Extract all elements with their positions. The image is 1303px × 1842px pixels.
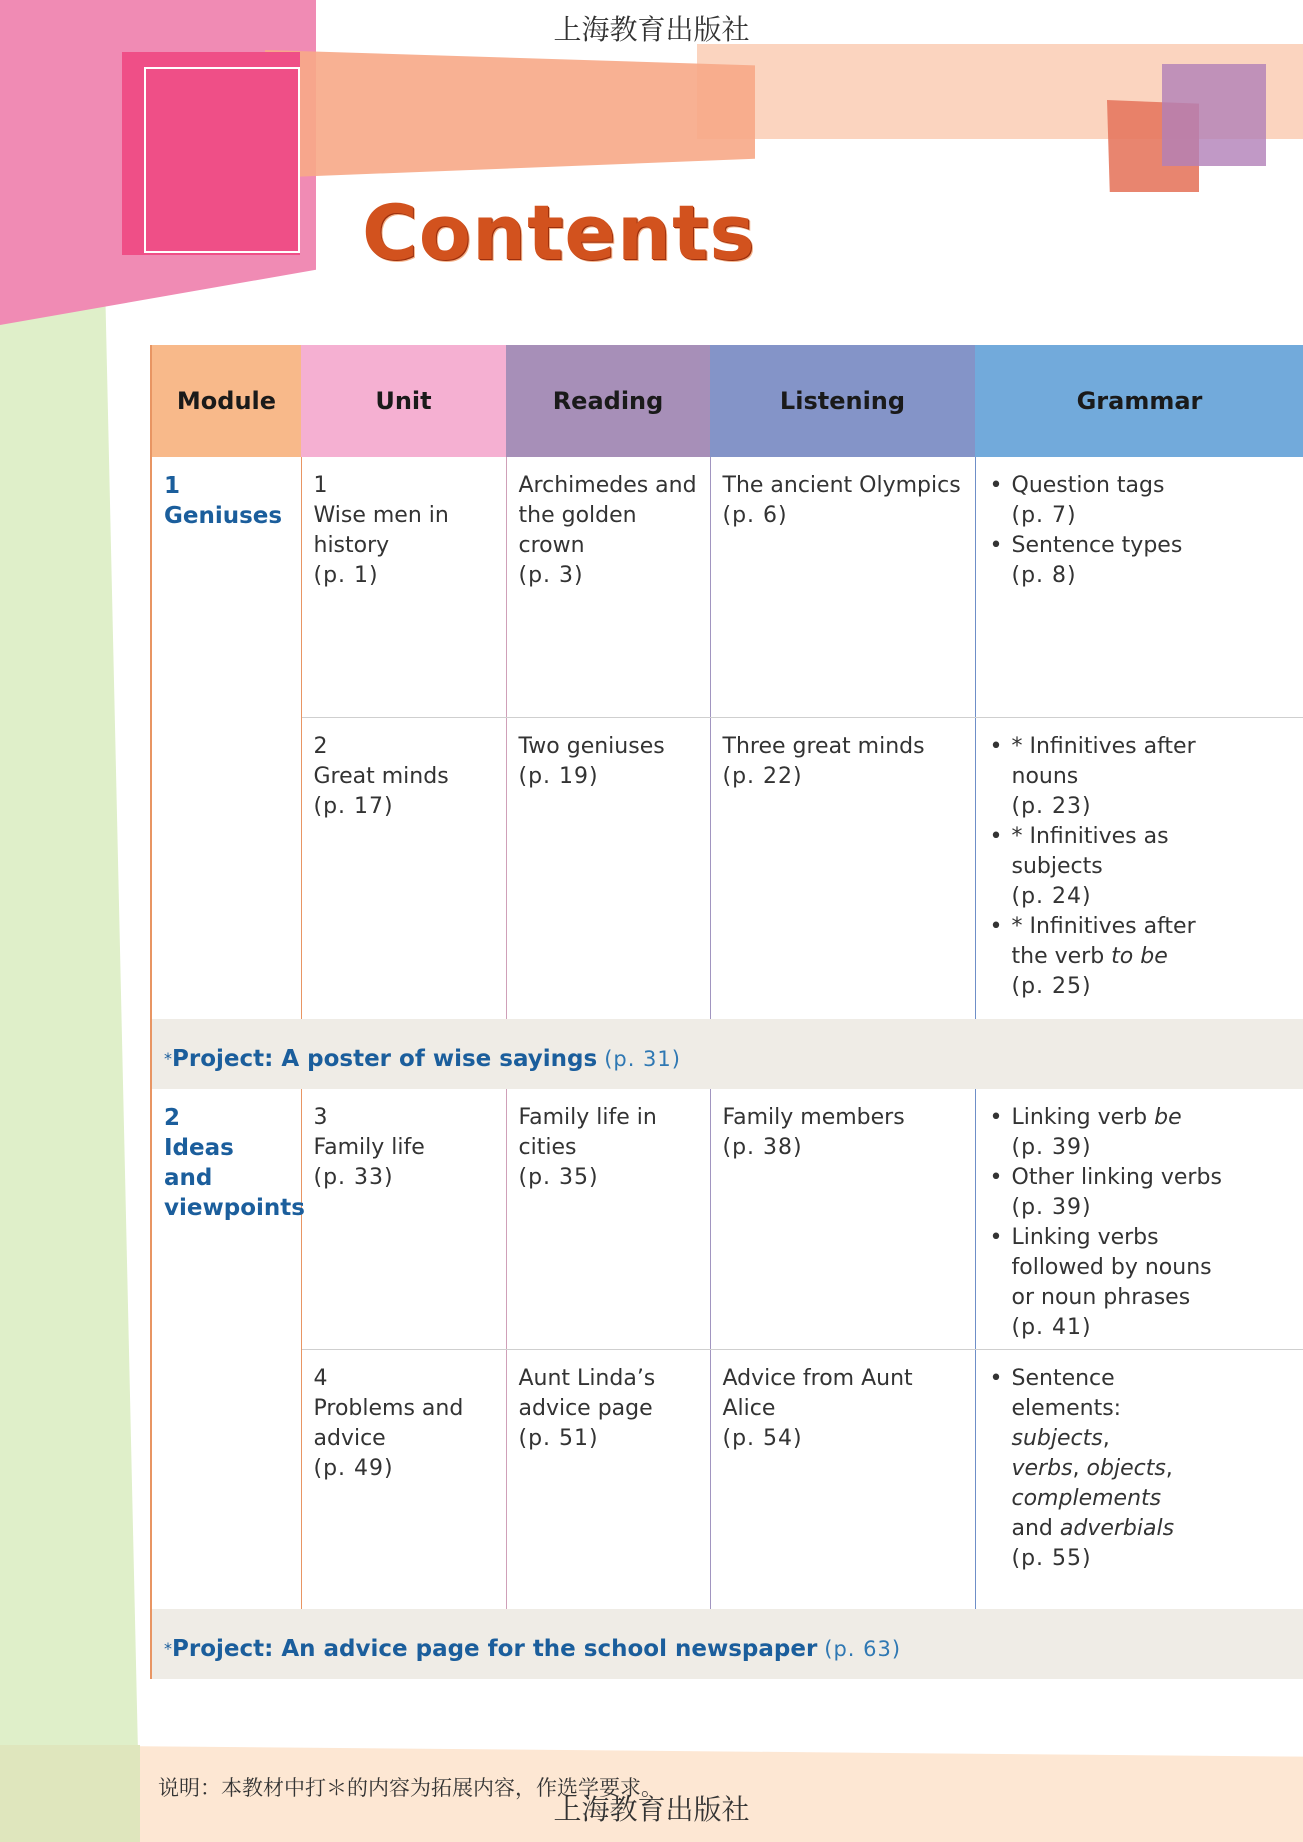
reading-text: cities bbox=[518, 1135, 577, 1160]
grammar-italic-text: subjects bbox=[1011, 1425, 1103, 1451]
grammar-item bbox=[988, 1103, 1293, 1163]
unit-title: Great minds bbox=[313, 763, 449, 789]
publisher-watermark-bottom: 上海教育出版社 bbox=[553, 1793, 750, 1826]
grammar-topic: • * Infinitives after bbox=[1011, 733, 1196, 759]
unit-number: 4 bbox=[313, 1365, 328, 1391]
grammar-italic-text: objects bbox=[1086, 1455, 1166, 1481]
listening-page: (p. 22) bbox=[722, 763, 803, 789]
header-listening: Listening bbox=[710, 345, 975, 457]
grammar-page: (p. 55) bbox=[1011, 1545, 1092, 1571]
project-page: (p. 31) bbox=[604, 1046, 681, 1071]
project-title: Project: An advice page for the school newspaper bbox=[172, 1635, 818, 1662]
grammar-italic-text: to be bbox=[1111, 943, 1168, 969]
listening-text: Family members bbox=[722, 1105, 905, 1130]
listening-text: The ancient Olympics bbox=[722, 473, 961, 498]
header-unit: Unit bbox=[301, 345, 506, 457]
decorative-green-strip bbox=[0, 280, 140, 1842]
contents-table bbox=[150, 345, 1303, 1679]
grammar-page: (p. 39) bbox=[1011, 1195, 1092, 1220]
grammar-italic-text: adverbials bbox=[1059, 1515, 1175, 1541]
header-module: Module bbox=[151, 345, 301, 457]
unit-page: (p. 17) bbox=[313, 793, 394, 819]
unit-cell bbox=[301, 1089, 506, 1349]
grammar-cell bbox=[975, 1349, 1303, 1609]
decorative-violet-square bbox=[1162, 64, 1266, 166]
reading-text: Aunt Linda’s bbox=[518, 1365, 656, 1391]
unit-cell bbox=[301, 457, 506, 717]
table-row bbox=[151, 457, 1303, 717]
reading-cell bbox=[506, 717, 710, 1019]
page-title: Contents bbox=[362, 188, 756, 277]
unit-title: Problems and bbox=[313, 1395, 464, 1421]
grammar-page: (p. 41) bbox=[1011, 1315, 1092, 1340]
grammar-page: (p. 24) bbox=[1011, 883, 1092, 909]
extension-star: * bbox=[164, 1638, 172, 1658]
listening-cell bbox=[710, 1349, 975, 1609]
grammar-page: (p. 7) bbox=[1011, 503, 1077, 528]
reading-text: advice page bbox=[518, 1395, 653, 1421]
listening-page: (p. 38) bbox=[722, 1135, 803, 1160]
grammar-list bbox=[988, 732, 1293, 1002]
module-cell bbox=[151, 457, 301, 1019]
grammar-topic-line5: complements bbox=[1011, 1485, 1162, 1511]
grammar-cell bbox=[975, 717, 1303, 1019]
unit-number: 1 bbox=[313, 473, 328, 498]
unit-title-line2: advice bbox=[313, 1425, 386, 1451]
reading-text: Archimedes and bbox=[518, 473, 697, 498]
grammar-item bbox=[988, 471, 1293, 531]
listening-cell bbox=[710, 457, 975, 717]
extension-star: * bbox=[164, 1048, 172, 1068]
grammar-topic-line3: or noun phrases bbox=[1011, 1285, 1191, 1310]
unit-number: 3 bbox=[313, 1105, 328, 1130]
listening-text: Advice from Aunt Alice bbox=[722, 1365, 913, 1421]
unit-number: 2 bbox=[313, 733, 328, 759]
grammar-topic-line2 bbox=[1012, 942, 1293, 972]
reading-page: (p. 35) bbox=[518, 1165, 599, 1190]
reading-cell bbox=[506, 1089, 710, 1349]
grammar-item bbox=[988, 1223, 1293, 1343]
project-row bbox=[151, 1019, 1303, 1089]
grammar-topic-line4 bbox=[1012, 1454, 1293, 1484]
project-cell bbox=[151, 1019, 1303, 1089]
publisher-watermark-top: 上海教育出版社 bbox=[553, 13, 750, 46]
grammar-topic: • Sentence types bbox=[1011, 533, 1183, 558]
grammar-cell bbox=[975, 1089, 1303, 1349]
grammar-page: (p. 25) bbox=[1011, 973, 1092, 999]
grammar-topic-line3 bbox=[1012, 1424, 1293, 1454]
table-row bbox=[151, 717, 1303, 1019]
footnote: 说明：本教材中打＊的内容为拓展内容，作选学要求。 bbox=[158, 1776, 662, 1800]
unit-cell bbox=[301, 1349, 506, 1609]
grammar-topic-line2: subjects bbox=[1011, 853, 1103, 879]
grammar-text: , bbox=[1165, 1455, 1173, 1481]
grammar-page: (p. 23) bbox=[1011, 793, 1092, 819]
grammar-topic: • Sentence bbox=[1011, 1365, 1115, 1391]
grammar-text: , bbox=[1102, 1425, 1110, 1451]
table-row bbox=[151, 1349, 1303, 1609]
header-grammar: Grammar bbox=[975, 345, 1303, 457]
grammar-topic: • Question tags bbox=[1011, 473, 1165, 498]
grammar-item bbox=[988, 1364, 1293, 1574]
grammar-item bbox=[988, 531, 1293, 591]
module-name: Ideas and bbox=[164, 1135, 234, 1191]
grammar-italic-text: verbs bbox=[1011, 1455, 1073, 1481]
module-number: 2 bbox=[164, 1105, 181, 1131]
module-cell bbox=[151, 1089, 305, 1609]
grammar-text: the verb bbox=[1011, 943, 1112, 969]
listening-cell bbox=[710, 717, 975, 1019]
decorative-white-frame bbox=[144, 67, 300, 253]
grammar-topic: • Other linking verbs bbox=[1011, 1165, 1222, 1190]
module-name: Geniuses bbox=[164, 503, 283, 529]
grammar-cell bbox=[975, 457, 1303, 717]
module-name-line2: viewpoints bbox=[164, 1195, 305, 1221]
grammar-item bbox=[988, 732, 1293, 822]
grammar-italic-text: be bbox=[1154, 1105, 1182, 1130]
unit-title: Wise men in bbox=[313, 503, 449, 528]
grammar-topic-line2: followed by nouns bbox=[1011, 1255, 1212, 1280]
reading-text: Two geniuses bbox=[518, 733, 665, 759]
header-reading: Reading bbox=[506, 345, 710, 457]
grammar-topic: • * Infinitives after bbox=[1011, 913, 1196, 939]
table-row bbox=[151, 1089, 1303, 1349]
project-page: (p. 63) bbox=[824, 1636, 902, 1661]
reading-text: the golden crown bbox=[518, 503, 637, 558]
grammar-page: (p. 8) bbox=[1011, 563, 1077, 588]
module-number: 1 bbox=[164, 473, 181, 499]
grammar-topic: • * Infinitives as bbox=[1011, 823, 1169, 849]
grammar-text: and bbox=[1011, 1515, 1060, 1541]
unit-cell bbox=[301, 717, 506, 1019]
listening-page: (p. 6) bbox=[722, 503, 788, 528]
grammar-item bbox=[988, 822, 1293, 912]
grammar-topic: • Linking verbs bbox=[1011, 1225, 1159, 1250]
project-cell bbox=[151, 1609, 1303, 1679]
listening-cell bbox=[710, 1089, 975, 1349]
grammar-list bbox=[988, 1364, 1293, 1574]
grammar-topic-line2: nouns bbox=[1011, 763, 1079, 789]
decorative-peach-band bbox=[265, 50, 755, 178]
reading-text: Family life in bbox=[518, 1105, 657, 1130]
project-row bbox=[151, 1609, 1303, 1679]
grammar-list bbox=[988, 471, 1293, 591]
grammar-page: (p. 39) bbox=[1011, 1135, 1092, 1160]
reading-page: (p. 51) bbox=[518, 1425, 599, 1451]
reading-page: (p. 3) bbox=[518, 563, 584, 588]
table-header-row bbox=[151, 345, 1303, 457]
unit-title-line2: history bbox=[313, 533, 390, 558]
listening-text: Three great minds bbox=[722, 733, 925, 759]
grammar-topic bbox=[1012, 1103, 1293, 1133]
grammar-item bbox=[988, 912, 1293, 1002]
unit-page: (p. 33) bbox=[313, 1165, 394, 1190]
reading-page: (p. 19) bbox=[518, 763, 599, 789]
project-title: Project: A poster of wise sayings bbox=[172, 1045, 598, 1072]
unit-page: (p. 1) bbox=[313, 563, 379, 588]
reading-cell bbox=[506, 457, 710, 717]
grammar-item bbox=[988, 1163, 1293, 1223]
grammar-topic-line6 bbox=[1012, 1514, 1293, 1544]
unit-title: Family life bbox=[313, 1135, 425, 1160]
grammar-list bbox=[988, 1103, 1293, 1343]
grammar-text: , bbox=[1072, 1455, 1087, 1481]
listening-page: (p. 54) bbox=[722, 1425, 803, 1451]
grammar-text: Linking verb bbox=[1011, 1105, 1155, 1130]
unit-page: (p. 49) bbox=[313, 1455, 394, 1481]
reading-cell bbox=[506, 1349, 710, 1609]
grammar-topic-line2: elements: bbox=[1011, 1395, 1122, 1421]
